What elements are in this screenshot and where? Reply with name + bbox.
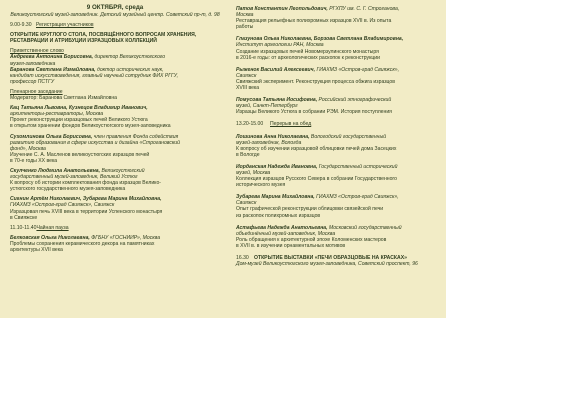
- registration-label: Регистрация участников: [36, 22, 94, 29]
- talk-13-role: объединённый музей-заповедник, Москва: [236, 230, 336, 237]
- exhibition-venue: Дом-музей Великоустюгского музея-заповедника, Советский проспект, 96: [236, 261, 418, 268]
- talk-8-speaker: Рыженок Василий Алексеевич, ГИАХМЗ «Остров-град Свияжск»,: [236, 66, 400, 73]
- talk-2-role: развитию образования в сфере искусства и дизайна «Строгановский: [10, 139, 180, 146]
- talk-7-title: Создание изразцовых печей Новомерзулинского монастыря: [236, 48, 379, 55]
- talk-11-title-2: исторического музея: [236, 182, 286, 189]
- moderator-line: Модератор: Баранова Светлана Измайловна: [10, 95, 118, 102]
- talk-5-title: Проблемы сохранения керамического декора на памятниках: [10, 240, 155, 247]
- talk-13-speaker: Астафьева Надежда Анатольевна, Московский государственный: [236, 224, 402, 231]
- lunch-break-label: Перерыв на обед: [270, 121, 312, 128]
- talk-3-speaker: Скулченко Людмила Анатольевна, Великоустюгский: [10, 167, 145, 174]
- session-title-line-2: РЕСТАВРАЦИИ И АТРИБУЦИИ ИЗРАЗЦОВЫХ КОЛЛЕКЦИЙ: [10, 38, 157, 45]
- talk-2-title: Изучение С. А. Масленов великоустюгских изразцов печей: [10, 151, 150, 158]
- tea-break-line: [10, 225, 220, 231]
- welcome-speaker-1-role: музея-заповедника: [10, 60, 56, 67]
- talk-6-title: Реставрация рельефных полихромных изразцов XVII в. Из опыта: [236, 18, 392, 25]
- talk-5-speaker: Белковская Ольга Николаевна, ФГБНУ «ГОСНИИР», Москва: [10, 234, 161, 241]
- talk-6-speaker: Патов Константин Леопольдович, РГХПУ им. С. Г. Строганова,: [236, 6, 400, 12]
- welcome-speaker-1: Андреева Антонина Борисовна, директор Великоустюгского: [10, 54, 166, 61]
- talk-2-role-2: фонд», Москва: [10, 145, 46, 152]
- talk-4-title: Изразцовая печь XVIII века в территории Успенского монастыря: [10, 208, 163, 215]
- tea-break-label: Чайная пауза: [36, 224, 69, 231]
- exhibition-title: ОТКРЫТИЕ ВЫСТАВКИ «ПЕЧИ ОБРАЗЦОВЫЕ НА КРАСКАХ»: [254, 255, 407, 261]
- talk-10-title: К вопросу об изучении изразцовой облицовки печей дома Засецких: [236, 145, 397, 152]
- talk-12-role: Свияжск: [236, 200, 257, 207]
- talk-3-role: государственный музей-заповедник, Великий Устюг: [10, 174, 138, 181]
- talk-9-speaker: Помусова Татьяна Иосифовна, Российский этнографический: [236, 97, 392, 104]
- talk-8-title: Свияжский эксперимент. Реконструкция процесса обжига изразцов: [236, 78, 395, 85]
- talk-12-title-2: из раскопок полихромных изразцов: [236, 212, 321, 219]
- talk-7-role: Институт археологии РАН, Москва: [236, 42, 324, 49]
- tea-break-time: 11.10-11.40: [10, 224, 37, 231]
- welcome-label: Приветственное слово: [10, 48, 64, 55]
- talk-4-speaker: Сигнин Артём Николаевич, Зубарева Марина Михайловна,: [10, 196, 162, 203]
- talk-3-title: К вопросу об истории комплектования фонда изразцов Велико-: [10, 180, 161, 187]
- talk-11-speaker: Иорданская Надежда Ивановна, Государственный исторический: [236, 163, 398, 170]
- talk-2-speaker: Сухомлинова Ольга Борисовна, член правления Фонда содействия: [10, 133, 179, 140]
- venue-line: Великоустюгский музей-заповедник. Детский музейный центр. Советский пр-т, д. 98: [10, 12, 220, 18]
- exhibition-time: 16.30: [236, 255, 249, 261]
- left-column: [10, 0, 220, 253]
- talk-5-title-2: архитектуры XVII века: [10, 247, 63, 253]
- talk-2-title-2: в 70-е годы XX века: [10, 157, 58, 164]
- talk-4-title-2: в Свияжске: [10, 214, 38, 221]
- registration-time: 9.00-9.30: [10, 22, 32, 29]
- talk-13-title-2: в XVII в. в изучении орнаментальных мотивов: [236, 242, 346, 249]
- talk-7-speaker: Глазунова Ольга Николаевна, Борзова Светлана Владимировна,: [236, 36, 404, 43]
- talk-11-title: Коллекция изразцов Русского Севера в собрании Государственного: [236, 176, 398, 183]
- registration-line: [10, 22, 220, 28]
- talk-1-title-2: в открытом хранении фондов Великоустюгского музея-заповедника: [10, 123, 171, 130]
- talk-8-role: Свияжск: [236, 72, 257, 79]
- talk-1-title: Проект реконструкции изразцовых печей Великого Устюга: [10, 117, 148, 124]
- talk-8-title-2: XVIII века: [236, 85, 260, 92]
- lunch-break-time: 13.20-15.00: [236, 121, 264, 128]
- welcome-speaker-2-role-2: профессор ПСТГУ: [10, 78, 55, 85]
- session-title-line-1: ОТКРЫТИЕ КРУГЛОГО СТОЛА, ПОСВЯЩЁННОГО ВОПРОСАМ ХРАНЕНИЯ,: [10, 32, 197, 39]
- talk-12-speaker: Зубарева Марина Михайловна, ГИАХМЗ «Остров-град Свияжск»,: [236, 194, 399, 201]
- talk-1-role: архитекторы-реставраторы, Москва: [10, 111, 104, 118]
- talk-9-role: музей, Санкт-Петербург: [236, 103, 298, 110]
- talk-9-title: Изразцы Великого Устюга в собрании РЭМ. История поступления: [236, 109, 392, 116]
- talk-3-title-2: устюгского государственного музея-заповедника: [10, 186, 126, 193]
- lunch-break-line: [236, 121, 442, 127]
- talk-11-role: музей, Москва: [236, 169, 271, 176]
- welcome-speaker-2-role: кандидат искусствоведения, главный научный сотрудник ФИХ РГГУ,: [10, 72, 179, 79]
- talk-6-title-2: работы: [236, 24, 254, 31]
- talk-10-role: музей-заповедник, Вологда: [236, 139, 302, 146]
- talk-1-speaker: Кац Татьяна Львовна, Кузнецов Владимир Иванович,: [10, 105, 148, 112]
- welcome-speaker-2: Баранова Светлана Измайловна, доктор исторических наук,: [10, 66, 164, 73]
- right-column: [236, 0, 442, 267]
- talk-10-title-2: в Вологде: [236, 151, 260, 158]
- talk-10-speaker: Лошинова Анна Николаевна, Вологодский государственный: [236, 133, 387, 140]
- talk-13-title: Роль обращения к архитектурной эпохе Коломенских мастеров: [236, 236, 387, 243]
- talk-4-role: ГИАХМЗ «Остров-град Свияжск», Свияжск: [10, 202, 115, 209]
- talk-12-title: Опыт графической реконструкции облицовки связейской печи: [236, 206, 384, 213]
- plenary-label: Пленарное заседание: [10, 88, 63, 95]
- talk-6-role: Москва: [236, 12, 254, 19]
- talk-7-title-2: в 2016-е годы: от археологических раскопок к реконструкции: [236, 54, 380, 61]
- date-heading: 9 ОКТЯБРЯ, среда: [86, 4, 144, 11]
